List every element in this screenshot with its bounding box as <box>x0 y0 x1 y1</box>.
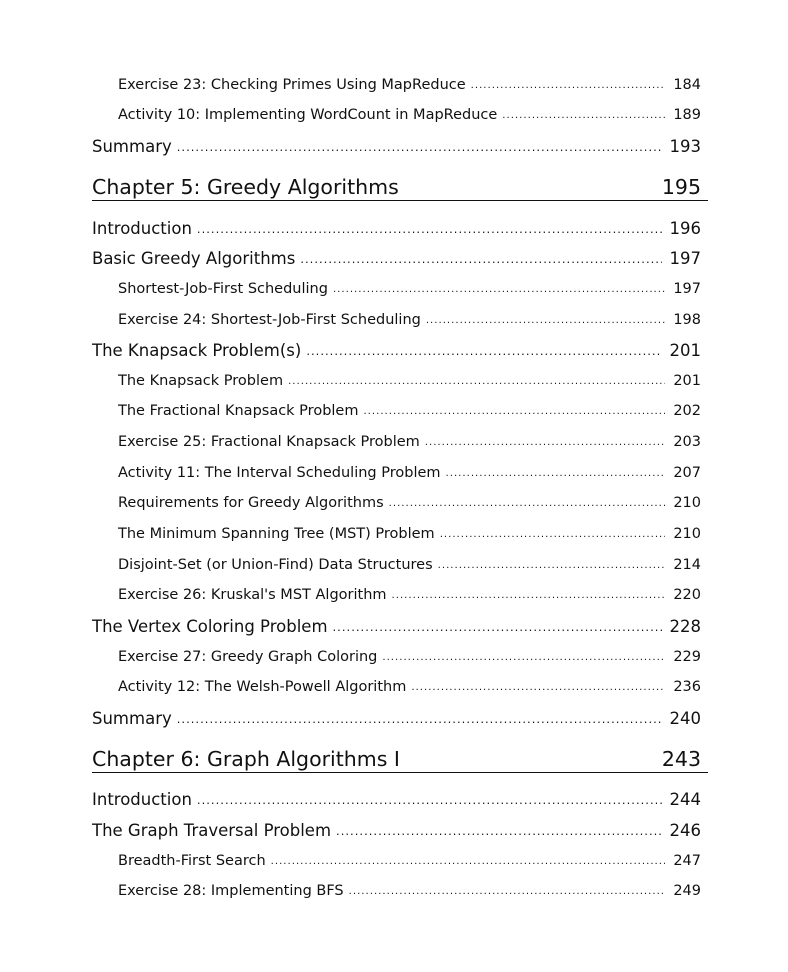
toc-entry[interactable] <box>92 821 701 840</box>
toc-entry[interactable] <box>118 587 701 603</box>
dot-leader <box>288 376 665 387</box>
chapter-title: Chapter 6: Graph Algorithms I <box>92 747 400 771</box>
toc-entry[interactable] <box>92 709 701 728</box>
entry-title: Exercise 28: Implementing BFS <box>118 883 344 899</box>
entry-title: The Fractional Knapsack Problem <box>118 403 359 419</box>
entry-page: 240 <box>669 709 701 728</box>
entry-title: Exercise 25: Fractional Knapsack Problem <box>118 434 420 450</box>
entry-title: The Knapsack Problem <box>118 373 284 389</box>
entry-title: Basic Greedy Algorithms <box>92 249 296 268</box>
dot-leader <box>333 620 662 634</box>
entry-title: Exercise 26: Kruskal's MST Algorithm <box>118 587 387 603</box>
dot-leader <box>306 344 661 358</box>
entry-title: Requirements for Greedy Algorithms <box>118 495 384 511</box>
dot-leader <box>197 793 662 807</box>
entry-title: The Knapsack Problem(s) <box>92 341 302 360</box>
dot-leader <box>440 529 666 540</box>
entry-page: 247 <box>673 853 701 869</box>
dot-leader <box>177 140 662 154</box>
dot-leader <box>426 315 665 326</box>
toc-entry[interactable] <box>118 403 701 419</box>
entry-title: Disjoint-Set (or Union-Find) Data Structures <box>118 557 433 573</box>
entry-page: 184 <box>673 77 701 93</box>
toc-entry[interactable] <box>92 219 701 238</box>
dot-leader <box>446 468 666 479</box>
toc-entry[interactable] <box>118 77 701 93</box>
entry-page: 214 <box>673 557 701 573</box>
entry-title: Activity 11: The Interval Scheduling Problem <box>118 465 441 481</box>
entry-title: Activity 12: The Welsh-Powell Algorithm <box>118 679 407 695</box>
dot-leader <box>392 590 666 601</box>
toc-entry[interactable] <box>118 495 701 511</box>
toc-entry[interactable] <box>118 465 701 481</box>
dot-leader <box>502 110 665 121</box>
entry-title: Activity 10: Implementing WordCount in MapReduce <box>118 107 498 123</box>
entry-title: Summary <box>92 137 172 156</box>
entry-page: 236 <box>673 679 701 695</box>
entry-title: Introduction <box>92 219 192 238</box>
entry-page: 210 <box>673 495 701 511</box>
toc-entry[interactable] <box>118 853 701 869</box>
entry-page: 207 <box>673 465 701 481</box>
toc-entry[interactable] <box>118 373 701 389</box>
dot-leader <box>271 856 666 867</box>
dot-leader <box>389 498 666 509</box>
dot-leader <box>471 80 666 91</box>
toc-entry[interactable] <box>118 679 701 695</box>
entry-title: Summary <box>92 709 172 728</box>
entry-page: 198 <box>673 312 701 328</box>
dot-leader <box>300 252 661 266</box>
entry-page: 203 <box>673 434 701 450</box>
toc-entry[interactable] <box>92 137 701 156</box>
dot-leader <box>425 437 666 448</box>
entry-title: The Minimum Spanning Tree (MST) Problem <box>118 526 435 542</box>
entry-page: 220 <box>673 587 701 603</box>
dot-leader <box>438 560 666 571</box>
toc-entry[interactable] <box>92 249 701 268</box>
entry-title: Exercise 23: Checking Primes Using MapReduce <box>118 77 466 93</box>
entry-title: Exercise 27: Greedy Graph Coloring <box>118 649 378 665</box>
dot-leader <box>197 222 662 236</box>
entry-title: Shortest-Job-First Scheduling <box>118 281 328 297</box>
dot-leader <box>333 284 665 295</box>
entry-page: 202 <box>673 403 701 419</box>
toc-entry[interactable] <box>92 617 701 636</box>
entry-page: 201 <box>673 373 701 389</box>
toc-entry[interactable] <box>118 883 701 899</box>
toc-entry[interactable] <box>118 107 701 123</box>
entry-page: 246 <box>669 821 701 840</box>
dot-leader <box>177 712 662 726</box>
chapter-heading[interactable] <box>92 747 708 773</box>
toc-entry[interactable] <box>92 790 701 809</box>
entry-title: Introduction <box>92 790 192 809</box>
toc-entry[interactable] <box>118 557 701 573</box>
entry-title: Breadth-First Search <box>118 853 266 869</box>
dot-leader <box>363 406 665 417</box>
entry-title: The Graph Traversal Problem <box>92 821 332 840</box>
toc-entry[interactable] <box>118 312 701 328</box>
entry-page: 228 <box>669 617 701 636</box>
chapter-heading[interactable] <box>92 175 708 201</box>
chapter-page: 195 <box>661 175 701 199</box>
chapter-title: Chapter 5: Greedy Algorithms <box>92 175 399 199</box>
chapter-page: 243 <box>661 747 701 771</box>
toc-entry[interactable] <box>118 649 701 665</box>
dot-leader <box>382 652 665 663</box>
toc-entry[interactable] <box>118 526 701 542</box>
entry-page: 196 <box>669 219 701 238</box>
entry-page: 210 <box>673 526 701 542</box>
entry-page: 197 <box>673 281 701 297</box>
toc-entry[interactable] <box>118 281 701 297</box>
entry-page: 193 <box>669 137 701 156</box>
entry-page: 229 <box>673 649 701 665</box>
entry-title: The Vertex Coloring Problem <box>92 617 328 636</box>
toc-entry[interactable] <box>92 341 701 360</box>
toc-entry[interactable] <box>118 434 701 450</box>
dot-leader <box>349 886 666 897</box>
entry-page: 197 <box>669 249 701 268</box>
entry-page: 244 <box>669 790 701 809</box>
entry-page: 189 <box>673 107 701 123</box>
dot-leader <box>336 824 661 838</box>
dot-leader <box>411 682 665 693</box>
entry-title: Exercise 24: Shortest-Job-First Scheduling <box>118 312 421 328</box>
entry-page: 249 <box>673 883 701 899</box>
entry-page: 201 <box>669 341 701 360</box>
